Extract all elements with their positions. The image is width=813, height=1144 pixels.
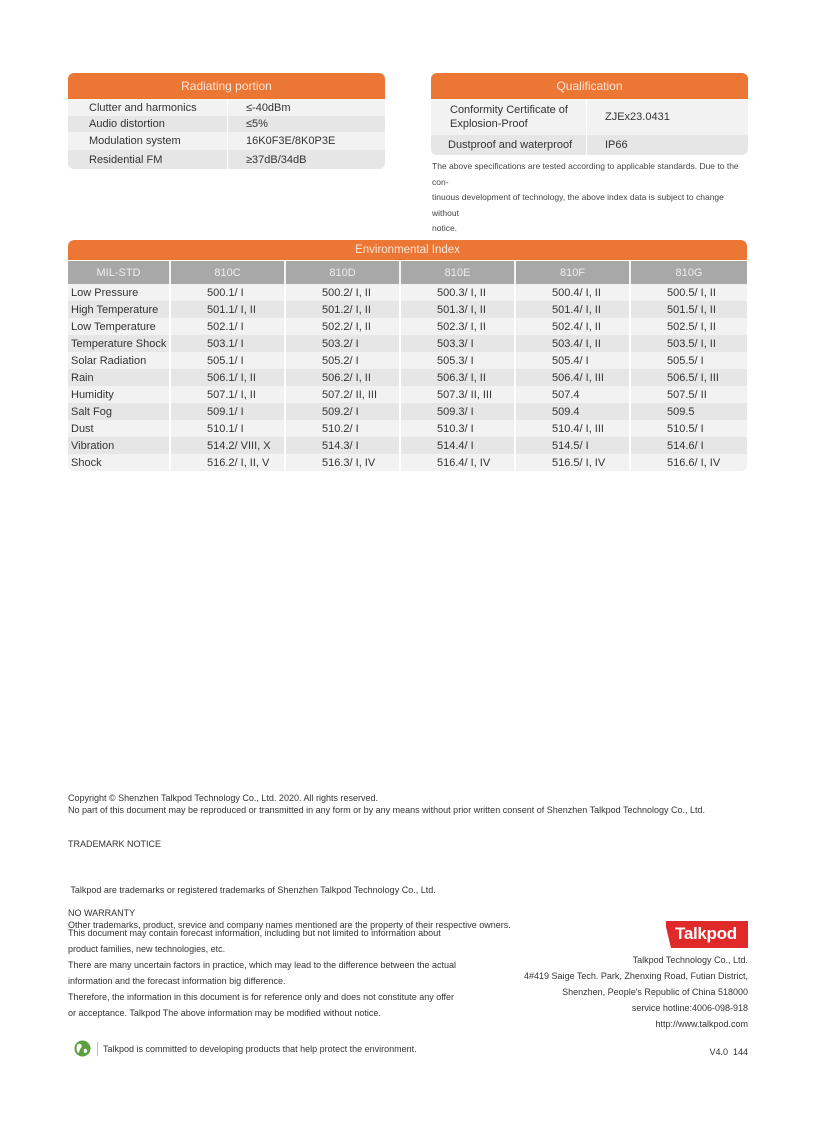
standard-value-cell: 516.2/ I, II, V [170,454,285,471]
test-name-cell: Salt Fog [68,403,170,420]
row-value: ≤-40dBm [228,99,386,116]
table-row [68,386,747,403]
standard-value-cell: 514.5/ I [515,437,630,454]
test-name-cell: Low Pressure [68,284,170,301]
table-header-row [68,261,747,285]
table-row [431,135,748,155]
column-header: MIL-STD [68,261,170,285]
trademark-line: Other trademarks, product, srevice and company names mentioned are the property of their respective owners. [68,919,511,930]
standard-value-cell: 502.3/ I, II [400,318,515,335]
column-header: 810G [630,261,747,285]
standard-value-cell: 503.2/ I [285,335,400,352]
test-name-cell: Rain [68,369,170,386]
test-name-cell: Shock [68,454,170,471]
standard-value-cell: 502.5/ I, II [630,318,747,335]
warranty-line: information and the forecast information big difference. [68,976,286,986]
standard-value-cell: 500.3/ I, II [400,284,515,301]
column-header: 810E [400,261,515,285]
test-name-cell: Vibration [68,437,170,454]
column-header: 810C [170,261,285,285]
standard-value-cell: 516.3/ I, IV [285,454,400,471]
standard-value-cell: 514.4/ I [400,437,515,454]
copyright-line: Copyright © Shenzhen Talkpod Technology Co., Ltd. 2020. All rights reserved. [68,793,378,803]
standard-value-cell: 507.4 [515,386,630,403]
warranty-heading: NO WARRANTY [68,908,136,918]
column-header: 810F [515,261,630,285]
talkpod-logo [666,921,748,948]
row-value: 16K0F3E/8K0P3E [228,132,386,150]
standard-value-cell: 510.2/ I [285,420,400,437]
standard-value-cell: 506.3/ I, II [400,369,515,386]
table-row [68,437,747,454]
trademark-line: Talkpod are trademarks or registered trademarks of Shenzhen Talkpod Technology Co., Ltd. [68,885,436,895]
radiating-portion-rows [68,99,385,169]
standard-value-cell: 503.4/ I, II [515,335,630,352]
standard-value-cell: 506.2/ I, II [285,369,400,386]
specification-note [432,159,752,237]
standard-value-cell: 509.5 [630,403,747,420]
table-row [68,116,385,132]
standard-value-cell: 505.5/ I [630,352,747,369]
standard-value-cell: 501.2/ I, II [285,301,400,318]
table-row [68,369,747,386]
standard-value-cell: 500.1/ I [170,284,285,301]
warranty-line: Therefore, the information in this document is for reference only and does not constitute any offer [68,992,455,1002]
standard-value-cell: 503.5/ I, II [630,335,747,352]
qualification-table [431,73,748,155]
standard-value-cell: 510.4/ I, III [515,420,630,437]
table-row [68,301,747,318]
copyright-block [68,793,768,816]
warranty-line: or acceptance. Talkpod The above information may be modified without notice. [68,1008,381,1018]
environmental-index-body [68,284,747,471]
table-row [68,335,747,352]
standard-value-cell: 502.4/ I, II [515,318,630,335]
standard-value-cell: 514.6/ I [630,437,747,454]
company-info [470,952,748,1032]
standard-value-cell: 507.2/ II, III [285,386,400,403]
test-name-cell: Solar Radiation [68,352,170,369]
environmental-index-table [68,240,747,471]
standard-value-cell: 501.5/ I, II [630,301,747,318]
warranty-line: This document may contain forecast information, including but not limited to information about [68,928,441,938]
table-row [431,99,748,135]
standard-value-cell: 501.1/ I, II [170,301,285,318]
version-page-number: V4.0 144 [709,1047,748,1057]
standard-value-cell: 500.2/ I, II [285,284,400,301]
standard-value-cell: 505.4/ I [515,352,630,369]
table-row [68,150,385,169]
environmental-index-grid [68,260,747,471]
divider [97,1042,98,1056]
standard-value-cell: 502.2/ I, II [285,318,400,335]
warranty-line: There are many uncertain factors in practice, which may lead to the difference between the actual [68,960,457,970]
warranty-line: product families, new technologies, etc. [68,944,226,954]
company-address-line: Shenzhen, People's Republic of China 518000 [562,987,748,997]
standard-value-cell: 516.4/ I, IV [400,454,515,471]
environment-statement-text: Talkpod is committed to developing products that help protect the environment. [103,1043,417,1054]
company-address-line: 4#419 Saige Tech. Park, Zhenxing Road, Futian District, [524,971,748,981]
standard-value-cell: 505.1/ I [170,352,285,369]
qualification-rows [431,99,748,155]
globe-leaf-icon [74,1040,91,1057]
logo-text: Talkpod [675,924,737,943]
radiating-portion-table [68,73,385,169]
company-name: Talkpod Technology Co., Ltd. [632,955,748,965]
table-row [68,284,747,301]
row-value: IP66 [587,135,749,155]
standard-value-cell: 501.3/ I, II [400,301,515,318]
standard-value-cell: 506.1/ I, II [170,369,285,386]
qualification-title: Qualification [431,73,748,99]
standard-value-cell: 516.6/ I, IV [630,454,747,471]
row-label: Audio distortion [68,116,228,132]
standard-value-cell: 507.3/ II, III [400,386,515,403]
test-name-cell: Temperature Shock [68,335,170,352]
note-line: notice. [432,223,458,233]
row-value: ≥37dB/34dB [228,150,386,169]
table-row [68,132,385,150]
row-value: ZJEx23.0431 [587,99,749,135]
standard-value-cell: 509.3/ I [400,403,515,420]
service-hotline: service hotline:4006-098-918 [631,1003,748,1013]
table-row [68,352,747,369]
standard-value-cell: 500.4/ I, II [515,284,630,301]
standard-value-cell: 509.2/ I [285,403,400,420]
warranty-block [68,925,498,1021]
row-label: Dustproof and waterproof [431,135,587,155]
standard-value-cell: 507.5/ II [630,386,747,403]
environmental-index-title: Environmental Index [68,240,747,260]
website-link[interactable]: http://www.talkpod.com [655,1019,748,1029]
standard-value-cell: 509.4 [515,403,630,420]
note-line: The above specifications are tested according to applicable standards. Due to the con- [432,161,739,187]
row-label: Conformity Certificate of Explosion-Proof [431,99,587,135]
standard-value-cell: 500.5/ I, II [630,284,747,301]
standard-value-cell: 505.2/ I [285,352,400,369]
test-name-cell: Humidity [68,386,170,403]
standard-value-cell: 505.3/ I [400,352,515,369]
standard-value-cell: 502.1/ I [170,318,285,335]
standard-value-cell: 503.1/ I [170,335,285,352]
standard-value-cell: 506.4/ I, III [515,369,630,386]
standard-value-cell: 507.1/ I, II [170,386,285,403]
standard-value-cell: 516.5/ I, IV [515,454,630,471]
table-row [68,454,747,471]
test-name-cell: High Temperature [68,301,170,318]
standard-value-cell: 510.1/ I [170,420,285,437]
standard-value-cell: 514.3/ I [285,437,400,454]
reproduction-notice: No part of this document may be reproduced or transmitted in any form or by any means without prior written consent of Shenzhen Talkpod Technology Co., Ltd. [68,804,706,815]
standard-value-cell: 501.4/ I, II [515,301,630,318]
standard-value-cell: 509.1/ I [170,403,285,420]
note-line: tinuous development of technology, the above index data is subject to change without [432,192,724,218]
table-row [68,99,385,116]
table-row [68,318,747,335]
test-name-cell: Dust [68,420,170,437]
row-label: Clutter and harmonics [68,99,228,116]
table-row [68,403,747,420]
test-name-cell: Low Temperature [68,318,170,335]
row-label: Residential FM [68,150,228,169]
row-label: Modulation system [68,132,228,150]
standard-value-cell: 514.2/ VIII, X [170,437,285,454]
row-value: ≤5% [228,116,386,132]
standard-value-cell: 503.3/ I [400,335,515,352]
standard-value-cell: 510.5/ I [630,420,747,437]
column-header: 810D [285,261,400,285]
standard-value-cell: 506.5/ I, III [630,369,747,386]
table-row [68,420,747,437]
trademark-heading: TRADEMARK NOTICE [68,839,162,849]
radiating-portion-title: Radiating portion [68,73,385,99]
environment-statement [74,1040,417,1057]
standard-value-cell: 510.3/ I [400,420,515,437]
